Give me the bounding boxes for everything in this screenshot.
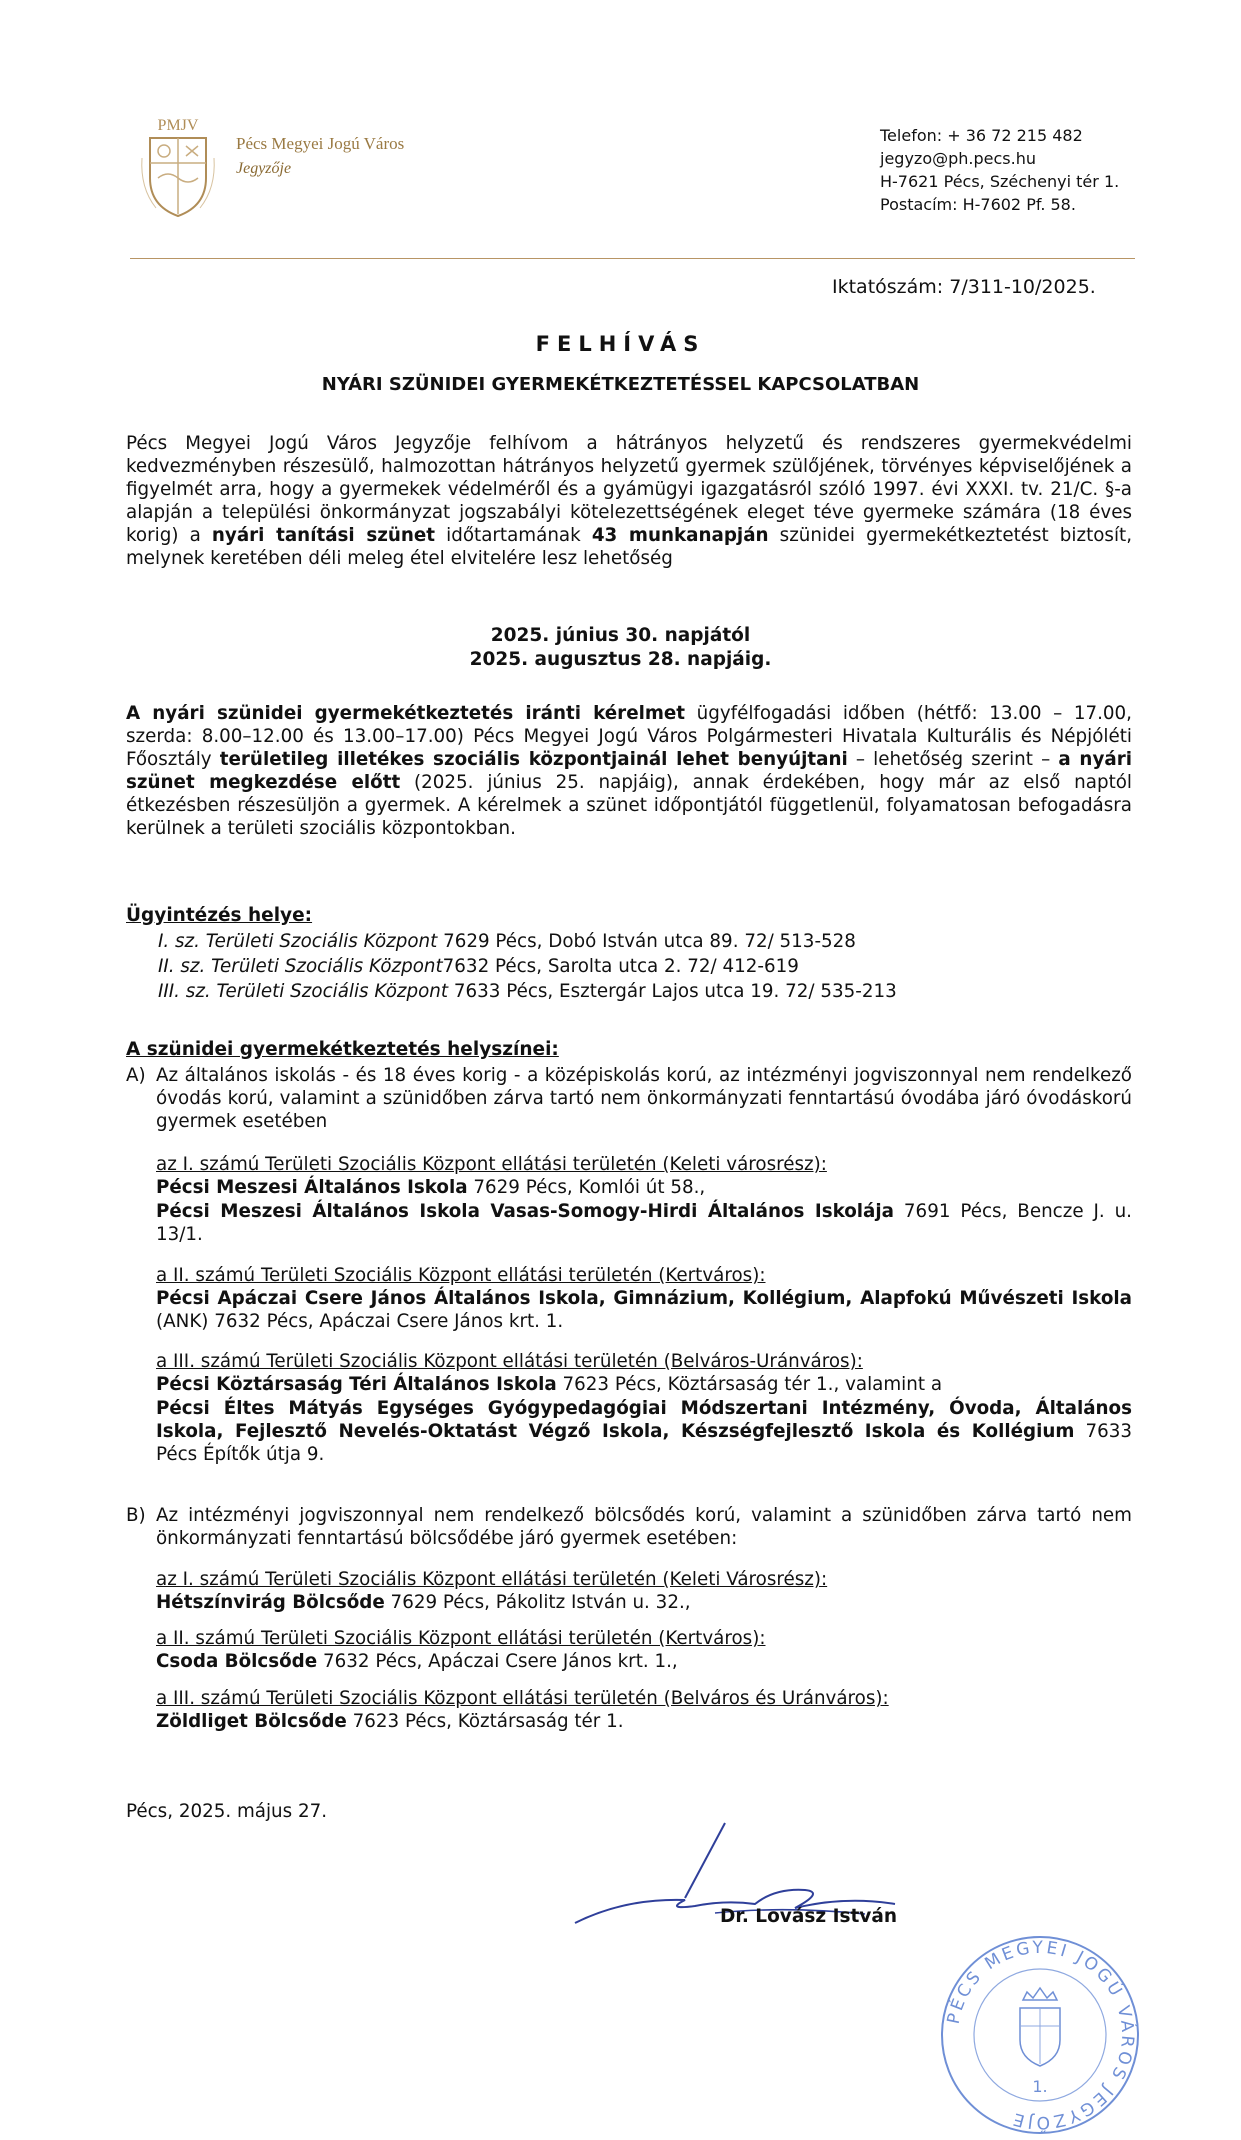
school-address: 7623 Pécs, Köztársaság tér 1., valamint a: [556, 1374, 943, 1395]
intro-bold-2: 43 munkanapján: [591, 525, 769, 546]
request-bold-2: területileg illetékes szociális központjainál lehet benyújtani: [219, 749, 848, 770]
office-item: [158, 930, 856, 953]
stamp-text: PÉCS MEGYEI JOGÚ VÁROS JEGYZŐJE: [943, 1937, 1138, 2133]
request-text-1: ügyfélfogadási időben (hétfő: 13.00 – 17.00, szerda: 8.00–12.00 és 13.00–17.00) Pécs Megyei Jogú Város Polgármesteri Hivatala Kulturális és Népjóléti Főosztály: [126, 703, 1132, 770]
school-a2-1: [156, 1287, 1132, 1333]
nursery-name: Csoda Bölcsőde: [156, 1651, 318, 1672]
document-subtitle: NYÁRI SZÜNIDEI GYERMEKÉTKEZTETÉSSEL KAPCSOLATBAN: [321, 374, 920, 395]
section-a-text: Az általános iskolás - és 18 éves korig - a középiskolás korú, az intézményi jogviszonnyal nem rendelkező óvodás korú, valamint a szünidőben zárva tartó nem önkormányzati fenntartású óvodába járó óvodáskorú gyermek esetében: [156, 1065, 1132, 1132]
nursery-b3: [156, 1710, 624, 1733]
date-to: 2025. augusztus 28. napjáig.: [469, 649, 772, 670]
area-b2: a II. számú Területi Szociális Központ ellátási területén (Kertváros):: [156, 1628, 766, 1649]
school-address: 7629 Pécs, Komlói út 58.,: [467, 1177, 706, 1198]
office-name: I. sz. Területi Szociális Központ: [158, 931, 438, 952]
intro-bold-1: nyári tanítási szünet: [211, 525, 436, 546]
date-from: 2025. június 30. napjától: [490, 625, 751, 646]
email: jegyzo@ph.pecs.hu: [880, 149, 1036, 168]
school-name: Pécsi Meszesi Általános Iskola: [156, 1177, 468, 1198]
nursery-name: Zöldliget Bölcsőde: [156, 1711, 347, 1732]
area-b3: a III. számú Területi Szociális Központ ellátási területén (Belváros és Uránváros):: [156, 1688, 889, 1709]
office-name: III. sz. Területi Szociális Központ: [158, 981, 449, 1002]
intro-paragraph: [126, 432, 1132, 570]
org-name: Pécs Megyei Jogú Város: [236, 134, 405, 153]
request-text-3: (2025. június 25. napjáig), annak érdekében, hogy már az első naptól étkezésben részesüljön a gyermek. A kérelmek a szünet időpontjától függetlenül, folyamatosan befogadásra kerülnek a területi szociális központokban.: [126, 772, 1132, 839]
nursery-address: 7632 Pécs, Apáczai Csere János krt. 1.,: [317, 1651, 678, 1672]
school-address: 7691 Pécs, Bencze J. u. 13/1.: [156, 1201, 1132, 1245]
postal-address: Postacím: H-7602 Pf. 58.: [880, 195, 1076, 214]
area-a2: a II. számú Területi Szociális Központ ellátási területén (Kertváros):: [156, 1265, 766, 1286]
school-name: Pécsi Köztársaság Téri Általános Iskola: [156, 1374, 557, 1395]
phone: Telefon: + 36 72 215 482: [880, 126, 1083, 145]
document-date: Pécs, 2025. május 27.: [126, 1801, 328, 1822]
reference-number: Iktatószám: 7/311-10/2025.: [832, 276, 1096, 298]
contact-block: [880, 124, 1119, 216]
nursery-name: Hétszínvirág Bölcsőde: [156, 1592, 385, 1613]
office-address: 7633 Pécs, Esztergár Lajos utca 19. 72/ 535-213: [448, 981, 897, 1002]
document-title: FELHÍVÁS: [535, 332, 706, 356]
intro-text-1: Pécs Megyei Jogú Város Jegyzője felhívom a hátrányos helyzetű és rendszeres gyermekvédelmi kedvezményben részesülő, halmozottan hátrányos helyzetű gyermek szülőjének, törvényes képviselőjének a figyelmét arra, hogy a gyermekek védelméről és a gyámügyi igazgatásról szóló 1997. évi XXXI. tv. 21/C. §-a alapján a települési önkormányzat jogszabályi kötelezettségének eleget téve gyermeke számára (18 éves korig) a: [126, 433, 1132, 546]
request-bold-3: a nyári szünet megkezdése előtt: [126, 749, 1132, 793]
city-crest-logo: [138, 108, 218, 223]
office-name: II. sz. Területi Szociális Központ: [158, 956, 443, 977]
school-a3-1: [156, 1373, 1132, 1396]
school-name: Pécsi Apáczai Csere János Általános Iskola, Gimnázium, Kollégium, Alapfokú Művészeti Iskola: [156, 1288, 1132, 1309]
school-address: (ANK) 7632 Pécs, Apáczai Csere János krt. 1.: [156, 1311, 564, 1332]
office-item: [158, 980, 897, 1003]
locations-heading: A szünidei gyermekétkeztetés helyszínei:: [126, 1039, 559, 1060]
nursery-b2: [156, 1650, 678, 1673]
intro-text-3: szünidei gyermekétkeztetést biztosít, melynek keretében déli meleg étel elvitelére lesz lehetőség: [126, 525, 1133, 569]
school-a1-2: [156, 1200, 1132, 1246]
section-a-label: A): [126, 1065, 146, 1086]
office-address: 7632 Pécs, Sarolta utca 2. 72/ 412-619: [442, 956, 799, 977]
org-role: Jegyzője: [236, 160, 292, 177]
school-a1-1: [156, 1176, 1132, 1199]
stamp-number: 1.: [1032, 2077, 1048, 2096]
nursery-address: 7623 Pécs, Köztársaság tér 1.: [346, 1711, 624, 1732]
intro-text-2: időtartamának: [435, 525, 592, 546]
address: H-7621 Pécs, Széchenyi tér 1.: [880, 172, 1120, 191]
office-address: 7629 Pécs, Dobó István utca 89. 72/ 513-528: [437, 931, 856, 952]
official-stamp: [935, 1930, 1145, 2140]
nursery-b1: [156, 1591, 691, 1614]
school-name: Pécsi Meszesi Általános Iskola Vasas-Somogy-Hirdi Általános Iskolája: [156, 1201, 895, 1222]
header-divider: [130, 258, 1135, 259]
request-paragraph: [126, 702, 1132, 840]
area-a3: a III. számú Területi Szociális Központ ellátási területén (Belváros-Uránváros):: [156, 1351, 863, 1372]
section-b-text: Az intézményi jogviszonnyal nem rendelkező bölcsődés korú, valamint a szünidőben zárva tartó nem önkormányzati fenntartású bölcsődébe járó gyermek esetében:: [156, 1505, 1132, 1549]
school-a3-2: [156, 1397, 1132, 1466]
offices-heading: Ügyintézés helye:: [126, 905, 313, 926]
school-name: Pécsi Éltes Mátyás Egységes Gyógypedagógiai Módszertani Intézmény, Óvoda, Általános Iskola, Fejlesztő Nevelés-Oktatást Végző Iskola, Készségfejlesztő Iskola és Kollégium: [156, 1398, 1132, 1442]
request-bold-1: A nyári szünidei gyermekétkeztetés iránti kérelmet: [126, 703, 686, 724]
area-b1: az I. számú Területi Szociális Központ ellátási területén (Keleti Városrész):: [156, 1569, 828, 1590]
area-a1: az I. számú Területi Szociális Központ ellátási területén (Keleti városrész):: [156, 1154, 827, 1175]
logo-lettering: PMJV: [157, 117, 199, 134]
school-address: 7633 Pécs Építők útja 9.: [156, 1421, 1132, 1465]
office-item: [158, 955, 799, 978]
request-text-2: – lehetőség szerint –: [847, 749, 1059, 770]
signer-name: Dr. Lovász István: [720, 1906, 898, 1927]
section-b-label: B): [126, 1505, 146, 1526]
nursery-address: 7629 Pécs, Pákolitz István u. 32.,: [384, 1592, 691, 1613]
